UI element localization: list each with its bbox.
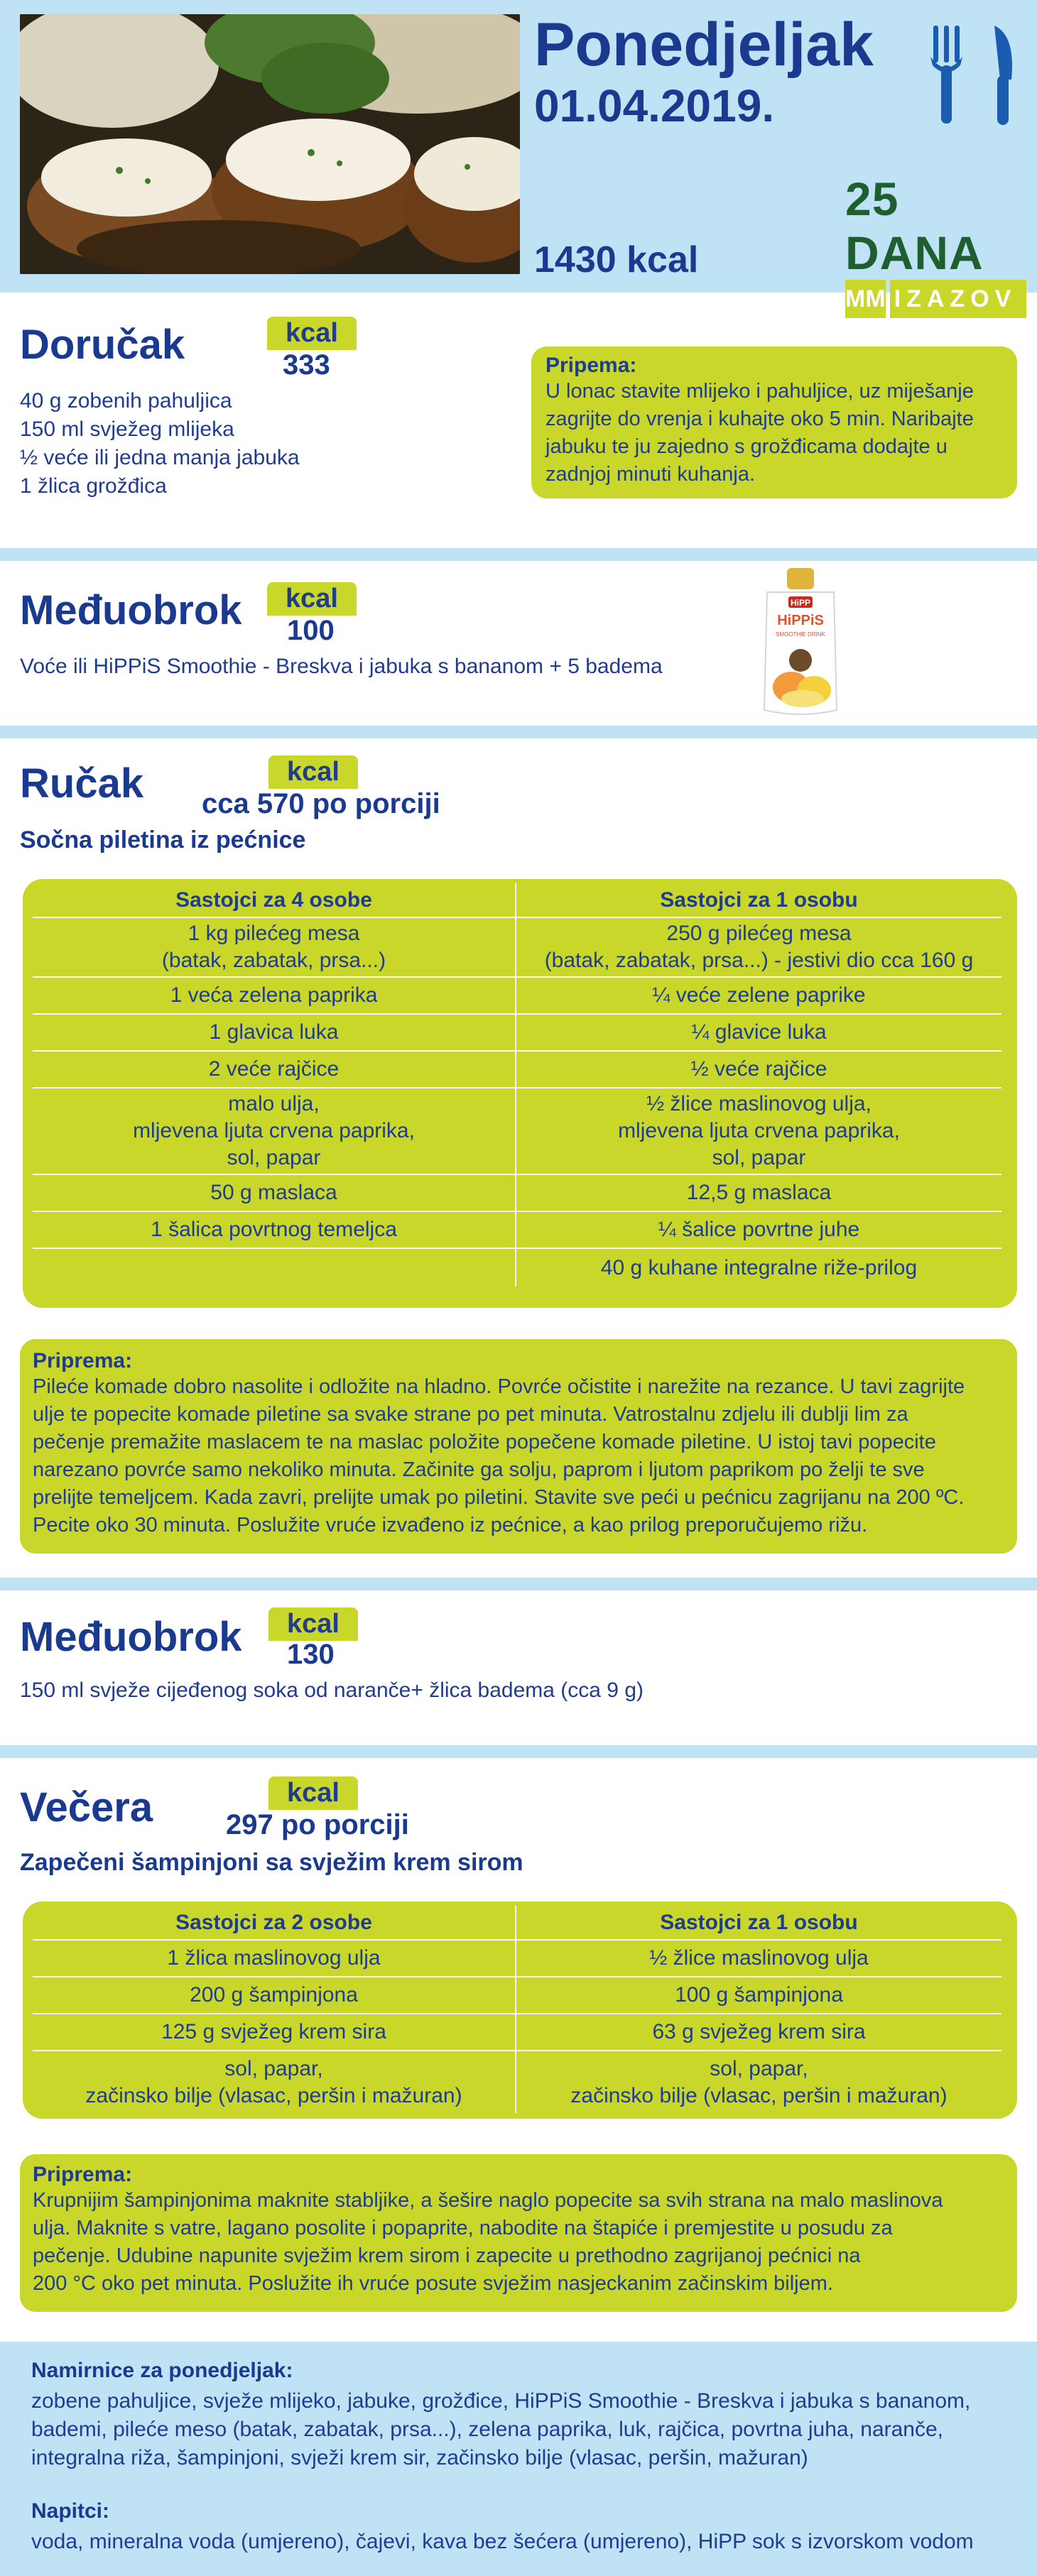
breakfast-prep-line: zadnjoj minuti kuhanja. bbox=[545, 463, 756, 486]
lunch-header-1: Sastojci za 1 osobu bbox=[660, 888, 858, 912]
section-divider bbox=[0, 1578, 1037, 1590]
brand-title: 25 DANA bbox=[845, 173, 984, 279]
table-cell: 40 g kuhane integralne riže-prilog bbox=[600, 1255, 918, 1279]
header-banner bbox=[0, 0, 1037, 312]
breakfast-prep-label: Pripema: bbox=[545, 354, 637, 377]
dinner-kcal-badge: kcal bbox=[268, 1777, 358, 1810]
brand-logo bbox=[845, 172, 1017, 312]
breakfast-item: 150 ml svježeg mlijeka bbox=[20, 417, 234, 441]
snack1-title: Međuobrok bbox=[20, 587, 242, 633]
table-cell: ½ žlice maslinovog ulja bbox=[649, 1946, 869, 1970]
lunch-prep-label: Priprema: bbox=[33, 1349, 133, 1372]
table-cell: malo ulja, mljevena ljuta crvena paprika, sol, papar bbox=[33, 1088, 516, 1174]
dinner-header-1: Sastojci za 1 osobu bbox=[660, 1910, 858, 1934]
dinner-title: Večera bbox=[20, 1784, 153, 1830]
lunch-kcal-badge: kcal bbox=[268, 755, 358, 789]
lunch-prep-box bbox=[20, 1339, 1017, 1554]
dinner-kcal-value: 297 po porciji bbox=[226, 1809, 409, 1840]
smoothie-pouch-image bbox=[761, 568, 840, 717]
breakfast-prep-line: zagrijte do vrenja i kuhajte oko 5 min. Naribajte bbox=[545, 408, 974, 430]
section-divider bbox=[0, 1745, 1037, 1758]
groceries-line: bademi, pileće meso (batak, zabatak, prsa...), zelena paprika, luk, rajčica, povrtna juha, naranče, bbox=[31, 2418, 944, 2441]
table-cell: ¼ glavice luka bbox=[691, 1020, 827, 1044]
table-cell: ½ veće rajčice bbox=[690, 1057, 827, 1081]
table-cell: 50 g maslaca bbox=[33, 1174, 516, 1211]
product-sub: SMOOTHIE DRINK bbox=[776, 631, 825, 638]
table-cell: sol, papar, začinsko bilje (vlasac, peršin i mažuran) bbox=[570, 2056, 948, 2107]
dinner-subtitle: Zapečeni šampinjoni sa svježim krem sirom bbox=[20, 1849, 523, 1876]
breakfast-kcal-value: 333 bbox=[283, 349, 330, 381]
snack1-kcal-value: 100 bbox=[287, 615, 335, 646]
lunch-subtitle: Sočna piletina iz pećnice bbox=[20, 826, 306, 853]
table-cell bbox=[33, 1248, 516, 1287]
dinner-prep-box bbox=[20, 2154, 1017, 2312]
fork-knife-icon bbox=[923, 21, 1023, 128]
breakfast-item: ½ veće ili jedna manja jabuka bbox=[20, 446, 300, 469]
section-divider bbox=[0, 726, 1037, 738]
lunch-ingredients-table bbox=[33, 883, 1001, 1287]
snack2-kcal-badge: kcal bbox=[268, 1608, 358, 1641]
drinks-text: voda, mineralna voda (umjereno), čajevi, kava bez šećera (umjereno), HiPP sok s izvorskom vodom bbox=[31, 2530, 974, 2553]
lunch-kcal-value: cca 570 po porciji bbox=[202, 788, 440, 819]
breakfast-item: 1 žlica grožđica bbox=[20, 474, 167, 498]
groceries-label: Namirnice za ponedjeljak: bbox=[31, 2359, 293, 2382]
stuffed-mushrooms-photo bbox=[20, 14, 520, 274]
dinner-header-2: Sastojci za 2 osobe bbox=[33, 1906, 516, 1940]
table-cell: 12,5 g maslaca bbox=[686, 1181, 832, 1204]
lunch-title: Ručak bbox=[20, 760, 144, 807]
groceries-line: integralna riža, šampinjoni, svježi krem sir, začinsko bilje (vlasac, peršin, mažuran) bbox=[31, 2446, 808, 2469]
product-brand: HiPP bbox=[790, 598, 811, 608]
dinner-prep-line: pečenje. Udubine napunite svježim krem sirom i zapecite u prethodno zagrijanoj pećnici na bbox=[33, 2244, 861, 2267]
table-cell: ½ žlice maslinovog ulja, mljevena ljuta crvena paprika, sol, papar bbox=[618, 1092, 900, 1169]
dinner-prep-label: Priprema: bbox=[33, 2163, 133, 2186]
section-divider bbox=[0, 548, 1037, 561]
table-cell: ¼ šalice povrtne juhe bbox=[658, 1218, 860, 1241]
table-cell: 1 šalica povrtnog temeljca bbox=[33, 1211, 516, 1248]
table-cell: 1 veća zelena paprika bbox=[33, 977, 516, 1014]
table-cell: sol, papar, začinsko bilje (vlasac, peršin i mažuran) bbox=[33, 2051, 516, 2113]
drinks-label: Napitci: bbox=[31, 2499, 110, 2523]
lunch-prep-line: pečenje premažite maslacem te na maslac položite popečene komade piletine. U istoj tavi popecite bbox=[33, 1431, 936, 1453]
table-cell: 2 veće rajčice bbox=[33, 1051, 516, 1088]
total-kcal: 1430 kcal bbox=[534, 239, 699, 280]
table-cell: 100 g šampinjona bbox=[675, 1983, 843, 2007]
table-cell: 250 g pilećeg mesa (batak, zabatak, prsa...) - jestivi dio cca 160 g bbox=[544, 922, 974, 972]
table-cell: 1 žlica maslinovog ulja bbox=[33, 1940, 516, 1977]
lunch-prep-line: ulje te popecite komade piletine sa svake strane po pet minuta. Vatrostalnu zdjelu ili dublji lim za bbox=[33, 1403, 908, 1426]
day-title: Ponedjeljak bbox=[534, 11, 874, 79]
brand-subtitle: IZAZOV bbox=[890, 280, 1027, 318]
breakfast-kcal-badge: kcal bbox=[267, 317, 357, 350]
dinner-prep-line: ulja. Maknite s vatre, lagano posolite i popaprite, nabodite na štapiće i premjestite u posudu za bbox=[33, 2217, 893, 2239]
date-title: 01.04.2019. bbox=[534, 80, 775, 131]
snack1-text: Voće ili HiPPiS Smoothie - Breskva i jabuka s bananom + 5 badema bbox=[20, 655, 663, 678]
lunch-prep-line: Pecite oko 30 minuta. Poslužite vruće izvađeno iz pećnice, a kao prilog preporučujemo rižu. bbox=[33, 1514, 868, 1537]
table-cell: ¼ veće zelene paprike bbox=[652, 983, 866, 1007]
dinner-prep-line: Krupnijim šampinjonima maknite stabljike, a šešire naglo popecite sa svih strana na malo maslinova bbox=[33, 2189, 943, 2212]
breakfast-prep-line: jabuku te ju zajedno s grožđicama dodajte u bbox=[545, 435, 948, 458]
dinner-prep-line: 200 °C oko pet minuta. Poslužite ih vruće posute svježim nasjeckanim začinskim biljem. bbox=[33, 2272, 833, 2295]
groceries-line: zobene pahuljice, svježe mlijeko, jabuke, grožđice, HiPPiS Smoothie - Breskva i jabuka s bananom, bbox=[31, 2389, 971, 2413]
lunch-header-4: Sastojci za 4 osobe bbox=[33, 883, 516, 917]
snack2-text: 150 ml svježe cijeđenog soka od naranče+ žlica badema (cca 9 g) bbox=[20, 1679, 644, 1702]
mm-logo: MM bbox=[845, 280, 886, 318]
breakfast-prep-box bbox=[531, 346, 1017, 498]
product-name: HiPPiS bbox=[777, 613, 824, 628]
snack2-kcal-value: 130 bbox=[287, 1639, 335, 1670]
breakfast-item: 40 g zobenih pahuljica bbox=[20, 389, 232, 413]
lunch-prep-line: prelijte temeljcem. Kada zavri, prelijte umak po piletini. Stavite sve peći u pećnicu zagrijanu na 200 ºC. bbox=[33, 1486, 965, 1509]
snack1-kcal-badge: kcal bbox=[267, 582, 357, 616]
table-cell: 1 kg pilećeg mesa (batak, zabatak, prsa...) bbox=[33, 917, 516, 977]
lunch-prep-line: narezano povrće samo nekoliko minuta. Začinite ga solju, paprom i ljutom paprikom po želji te sve bbox=[33, 1458, 925, 1481]
lunch-prep-line: Pileće komade dobro nasolite i odložite na hladno. Povrće očistite i narežite na rezance. U tavi zagrijte bbox=[33, 1375, 965, 1398]
dinner-ingredients-table bbox=[33, 1906, 1001, 2113]
table-cell: 125 g svježeg krem sira bbox=[33, 2014, 516, 2051]
footer-panel bbox=[0, 2342, 1037, 2576]
breakfast-title: Doručak bbox=[20, 322, 185, 368]
snack2-title: Međuobrok bbox=[20, 1614, 242, 1660]
table-cell: 200 g šampinjona bbox=[33, 1977, 516, 2014]
table-cell: 63 g svježeg krem sira bbox=[652, 2020, 866, 2043]
breakfast-prep-line: U lonac stavite mlijeko i pahuljice, uz miješanje bbox=[545, 380, 974, 403]
table-cell: 1 glavica luka bbox=[33, 1014, 516, 1051]
